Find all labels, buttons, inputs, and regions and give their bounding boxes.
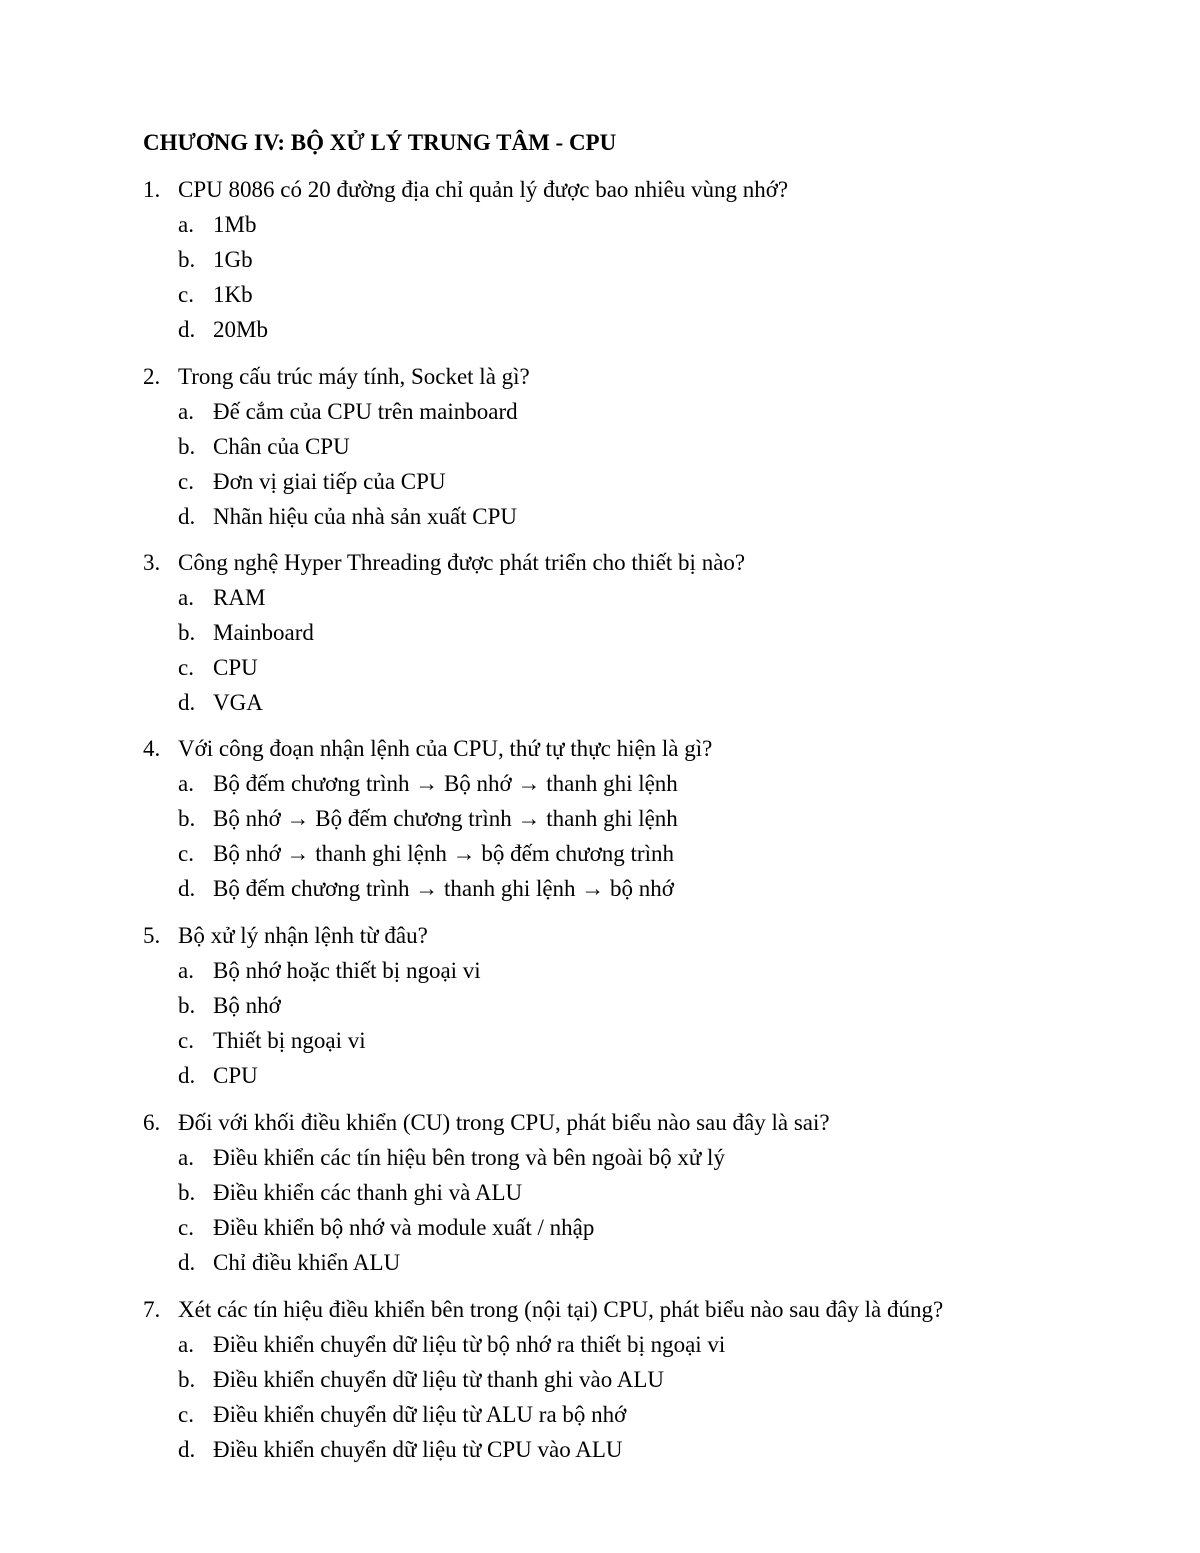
option-letter: a.	[178, 399, 194, 424]
question-number: 1.	[143, 177, 161, 202]
question-2	[143, 360, 1143, 534]
option-text: CPU	[213, 655, 258, 680]
question-7	[143, 1293, 1143, 1467]
question-text: Công nghệ Hyper Threading được phát triển cho thiết bị nào?	[178, 550, 746, 575]
option-d	[143, 1245, 1143, 1280]
option-b	[143, 1362, 1143, 1397]
option-letter: a.	[178, 1145, 194, 1170]
option-letter: a.	[178, 1332, 194, 1357]
option-text: Bộ nhớ → thanh ghi lệnh → bộ đếm chương trình	[213, 841, 674, 866]
option-a	[143, 580, 1143, 615]
question-text: Đối với khối điều khiển (CU) trong CPU, phát biểu nào sau đây là sai?	[178, 1110, 830, 1135]
option-d	[143, 1432, 1143, 1467]
question-text: Bộ xử lý nhận lệnh từ đâu?	[178, 923, 428, 948]
question-line	[143, 1106, 1143, 1140]
option-letter: d.	[178, 317, 196, 342]
option-c	[143, 650, 1143, 685]
option-letter: b.	[178, 993, 196, 1018]
question-number: 3.	[143, 550, 161, 575]
question-5	[143, 919, 1143, 1093]
option-b	[143, 1175, 1143, 1210]
option-a	[143, 766, 1143, 801]
option-text: Điều khiển các thanh ghi và ALU	[213, 1180, 523, 1205]
option-d	[143, 499, 1143, 534]
option-text: Điều khiển chuyển dữ liệu từ bộ nhớ ra thiết bị ngoại vi	[213, 1332, 726, 1357]
option-text: 1Gb	[213, 247, 253, 272]
option-text: 20Mb	[213, 317, 268, 342]
option-text: Bộ nhớ → Bộ đếm chương trình → thanh ghi lệnh	[213, 806, 678, 831]
option-letter: b.	[178, 434, 196, 459]
question-6	[143, 1106, 1143, 1280]
option-text: Bộ đếm chương trình → thanh ghi lệnh → bộ nhớ	[213, 876, 674, 901]
question-text: Trong cấu trúc máy tính, Socket là gì?	[178, 364, 530, 389]
option-letter: b.	[178, 247, 196, 272]
option-d	[143, 871, 1143, 906]
option-text: 1Kb	[213, 282, 253, 307]
option-text: VGA	[213, 690, 263, 715]
option-text: Điều khiển chuyển dữ liệu từ thanh ghi vào ALU	[213, 1367, 664, 1392]
option-text: 1Mb	[213, 212, 257, 237]
option-letter: c.	[178, 282, 194, 307]
question-number: 5.	[143, 923, 161, 948]
option-a	[143, 1327, 1143, 1362]
option-letter: b.	[178, 620, 196, 645]
question-text: CPU 8086 có 20 đường địa chỉ quản lý được bao nhiêu vùng nhớ?	[178, 177, 789, 202]
option-c	[143, 836, 1143, 871]
option-text: Điều khiển bộ nhớ và module xuất / nhập	[213, 1215, 595, 1240]
option-text: Chân của CPU	[213, 434, 350, 459]
question-text: Xét các tín hiệu điều khiển bên trong (nội tại) CPU, phát biểu nào sau đây là đúng?	[178, 1297, 944, 1322]
question-line	[143, 919, 1143, 953]
option-text: Đế cắm của CPU trên mainboard	[213, 399, 518, 424]
option-letter: a.	[178, 771, 194, 796]
option-text: Đơn vị giai tiếp của CPU	[213, 469, 446, 494]
option-text: Bộ nhớ hoặc thiết bị ngoại vi	[213, 958, 481, 983]
option-b	[143, 615, 1143, 650]
option-letter: a.	[178, 585, 194, 610]
option-text: Điều khiển chuyển dữ liệu từ ALU ra bộ nhớ	[213, 1402, 627, 1427]
option-b	[143, 801, 1143, 836]
question-number: 4.	[143, 736, 161, 761]
option-text: Điều khiển các tín hiệu bên trong và bên ngoài bộ xử lý	[213, 1145, 725, 1170]
option-b	[143, 429, 1143, 464]
option-letter: c.	[178, 469, 194, 494]
question-line	[143, 173, 1143, 207]
option-a	[143, 953, 1143, 988]
option-letter: c.	[178, 1402, 194, 1427]
question-number: 2.	[143, 364, 161, 389]
option-d	[143, 1058, 1143, 1093]
option-c	[143, 1023, 1143, 1058]
option-text: Điều khiển chuyển dữ liệu từ CPU vào ALU	[213, 1437, 623, 1462]
option-text: CPU	[213, 1063, 258, 1088]
question-line	[143, 546, 1143, 580]
question-3	[143, 546, 1143, 720]
option-c	[143, 1397, 1143, 1432]
option-text: Chỉ điều khiển ALU	[213, 1250, 401, 1275]
option-letter: b.	[178, 1180, 196, 1205]
option-text: Mainboard	[213, 620, 314, 645]
option-letter: a.	[178, 958, 194, 983]
option-text: Thiết bị ngoại vi	[213, 1028, 366, 1053]
question-1	[143, 173, 1143, 347]
option-letter: d.	[178, 1437, 196, 1462]
option-letter: b.	[178, 1367, 196, 1392]
question-line	[143, 360, 1143, 394]
option-text: Bộ nhớ	[213, 993, 281, 1018]
option-letter: a.	[178, 212, 194, 237]
option-d	[143, 685, 1143, 720]
question-4	[143, 732, 1143, 906]
option-a	[143, 394, 1143, 429]
option-letter: d.	[178, 1250, 196, 1275]
option-c	[143, 277, 1143, 312]
option-letter: d.	[178, 690, 196, 715]
option-a	[143, 1140, 1143, 1175]
option-a	[143, 207, 1143, 242]
question-line	[143, 732, 1143, 766]
option-text: Bộ đếm chương trình → Bộ nhớ → thanh ghi lệnh	[213, 771, 678, 796]
chapter-title: CHƯƠNG IV: BỘ XỬ LÝ TRUNG TÂM - CPU	[143, 130, 617, 155]
option-b	[143, 988, 1143, 1023]
option-c	[143, 464, 1143, 499]
option-letter: c.	[178, 655, 194, 680]
option-d	[143, 312, 1143, 347]
question-number: 6.	[143, 1110, 161, 1135]
option-letter: c.	[178, 1215, 194, 1240]
option-letter: c.	[178, 841, 194, 866]
option-text: RAM	[213, 585, 266, 610]
question-line	[143, 1293, 1143, 1327]
option-c	[143, 1210, 1143, 1245]
option-b	[143, 242, 1143, 277]
option-letter: d.	[178, 1063, 196, 1088]
option-letter: b.	[178, 806, 196, 831]
option-letter: d.	[178, 504, 196, 529]
option-text: Nhãn hiệu của nhà sản xuất CPU	[213, 504, 518, 529]
question-text: Với công đoạn nhận lệnh của CPU, thứ tự thực hiện là gì?	[178, 736, 713, 761]
option-letter: c.	[178, 1028, 194, 1053]
option-letter: d.	[178, 876, 196, 901]
question-number: 7.	[143, 1297, 161, 1322]
